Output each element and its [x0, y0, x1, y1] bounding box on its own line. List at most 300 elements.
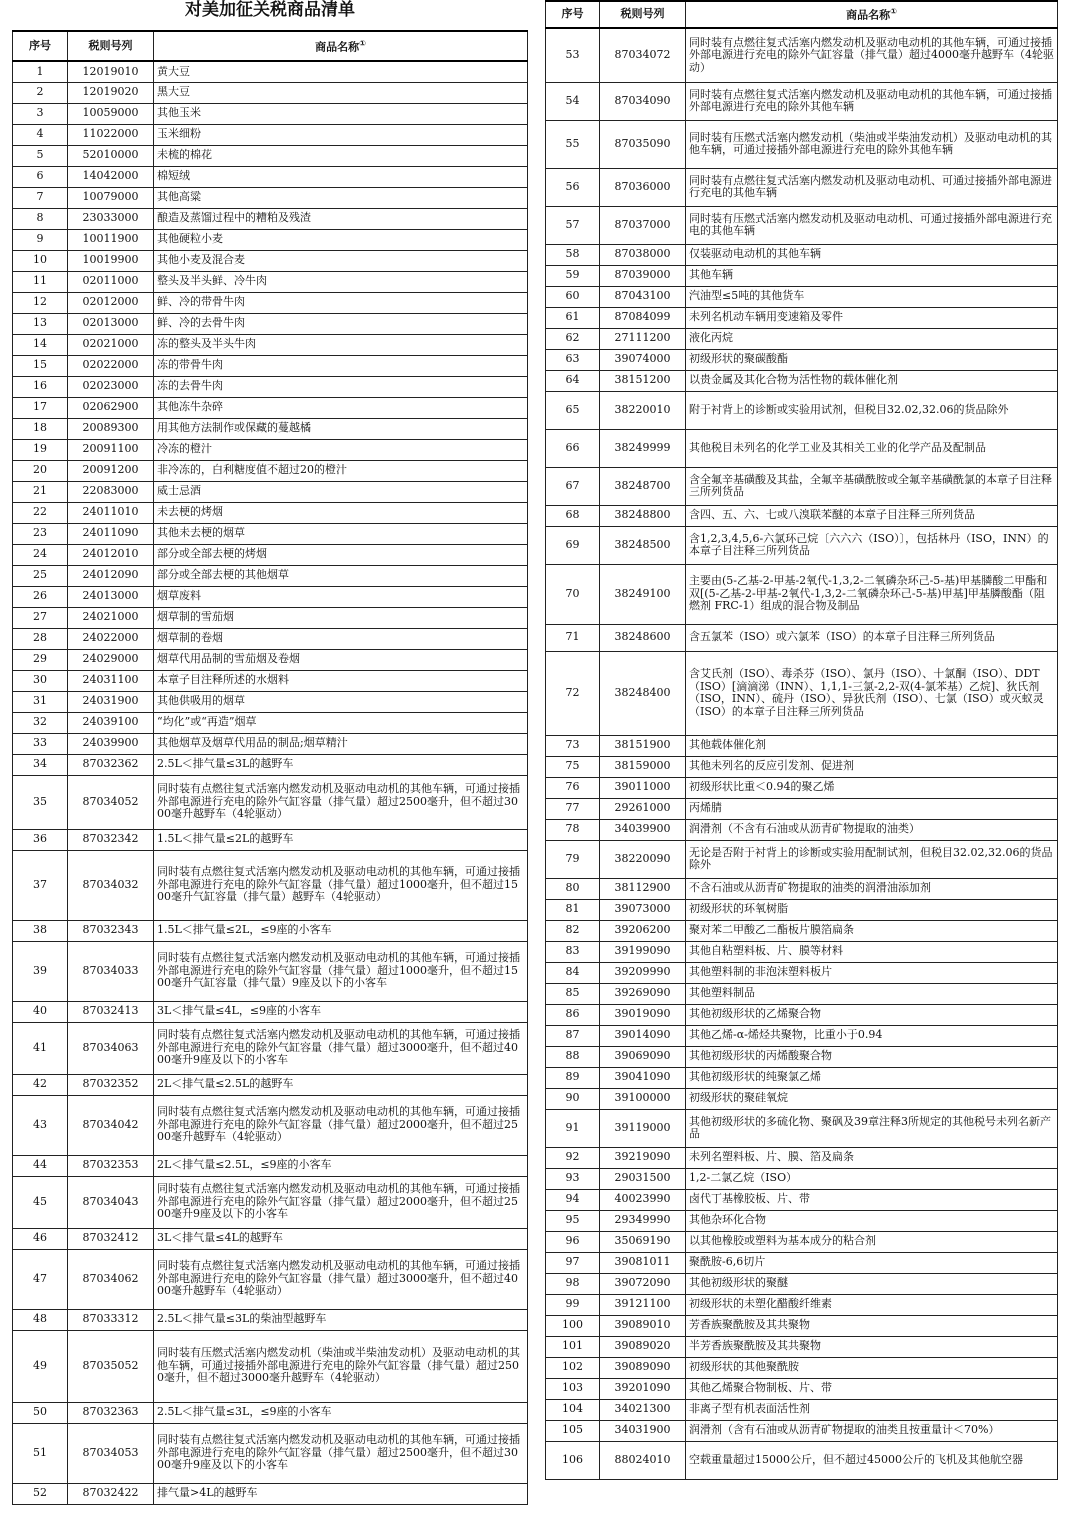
table-row — [546, 28, 1058, 82]
row-seq: 38 — [13, 920, 68, 941]
row-name: 2.5L＜排气量≤3L，≤9座的小客车 — [154, 1402, 528, 1423]
row-name: 附于衬背上的诊断或实验用试剂，但税目32.02,32.06的货品除外 — [686, 391, 1058, 429]
table-row — [546, 1046, 1058, 1067]
row-seq: 7 — [13, 187, 68, 208]
footnote-marker: ① — [890, 7, 897, 17]
table-row — [546, 941, 1058, 962]
table-row — [546, 1109, 1058, 1147]
row-name: 聚酰胺-6,6切片 — [686, 1252, 1058, 1273]
table-row — [546, 526, 1058, 564]
row-seq: 86 — [546, 1004, 600, 1025]
row-name: 棉短绒 — [154, 166, 528, 187]
row-seq: 27 — [13, 607, 68, 628]
row-name: 非冷冻的，白利糖度值不超过20的橙汁 — [154, 460, 528, 481]
row-seq: 91 — [546, 1109, 600, 1147]
row-name: 其他乙烯聚合物制板、片、带 — [686, 1378, 1058, 1399]
row-name: 空载重量超过15000公斤，但不超过45000公斤的飞机及其他航空器 — [686, 1441, 1058, 1479]
row-seq: 95 — [546, 1210, 600, 1231]
table-header-row — [546, 1, 1058, 28]
table-row — [546, 168, 1058, 206]
row-seq: 14 — [13, 334, 68, 355]
row-code: 87034062 — [68, 1249, 154, 1309]
row-name: 烟草制的卷烟 — [154, 628, 528, 649]
header-seq: 序号 — [546, 1, 600, 28]
row-code: 38248500 — [600, 526, 686, 564]
row-code: 38249100 — [600, 564, 686, 624]
row-seq: 66 — [546, 429, 600, 467]
table-row — [546, 1210, 1058, 1231]
table-row — [546, 1441, 1058, 1479]
row-name: 同时装有点燃往复式活塞内燃发动机及驱动电动机的其他车辆，可通过接插外部电源进行充电的除外气缸容量（排气量）超过3000毫升，但不超过4000毫升越野车（4轮驱动） — [154, 1249, 528, 1309]
row-name: 初级形状的聚硅氧烷 — [686, 1088, 1058, 1109]
row-seq: 71 — [546, 624, 600, 651]
row-code: 87039000 — [600, 265, 686, 286]
table-row — [546, 1294, 1058, 1315]
table-row — [13, 166, 528, 187]
row-code: 87034052 — [68, 775, 154, 829]
row-code: 87034043 — [68, 1176, 154, 1228]
row-name: 液化丙烷 — [686, 328, 1058, 349]
row-name: 黄大豆 — [154, 61, 528, 82]
row-name: 同时装有点燃往复式活塞内燃发动机及驱动电动机的其他车辆，可通过接插外部电源进行充电的除外气缸容量（排气量）超过2000毫升，但不超过2500毫升9座及以下的小客车 — [154, 1176, 528, 1228]
row-name: 2L＜排气量≤2.5L，≤9座的小客车 — [154, 1155, 528, 1176]
row-name: 半芳香族聚酰胺及其共聚物 — [686, 1336, 1058, 1357]
row-name: 其他供吸用的烟草 — [154, 691, 528, 712]
table-row — [13, 292, 528, 313]
row-code: 87084099 — [600, 307, 686, 328]
row-name: 玉米细粉 — [154, 124, 528, 145]
row-name: 初级形状比重＜0.94的聚乙烯 — [686, 777, 1058, 798]
table-row — [546, 429, 1058, 467]
table-row — [13, 829, 528, 850]
row-name: 1.5L＜排气量≤2L的越野车 — [154, 829, 528, 850]
row-name: 同时装有点燃往复式活塞内燃发动机及驱动电动机的其他车辆，可通过接插外部电源进行充电的除外气缸容量（排气量）超过1000毫升，但不超过1500毫升气缸容量（排气量）9座及以下的小客车 — [154, 941, 528, 1001]
row-code: 87033312 — [68, 1309, 154, 1330]
row-seq: 96 — [546, 1231, 600, 1252]
row-code: 20091100 — [68, 439, 154, 460]
row-code: 24011090 — [68, 523, 154, 544]
table-row — [13, 439, 528, 460]
row-seq: 12 — [13, 292, 68, 313]
row-seq: 59 — [546, 265, 600, 286]
row-code: 39209990 — [600, 962, 686, 983]
row-seq: 102 — [546, 1357, 600, 1378]
row-seq: 80 — [546, 878, 600, 899]
table-row — [13, 544, 528, 565]
row-name: “均化”或“再造”烟草 — [154, 712, 528, 733]
row-code: 39069090 — [600, 1046, 686, 1067]
row-seq: 63 — [546, 349, 600, 370]
table-row — [13, 1249, 528, 1309]
row-seq: 56 — [546, 168, 600, 206]
row-name: 2.5L＜排气量≤3L的越野车 — [154, 754, 528, 775]
row-code: 02021000 — [68, 334, 154, 355]
row-name: 其他初级形状的多硫化物、聚砜及39章注释3所规定的其他税号未列名新产品 — [686, 1109, 1058, 1147]
row-seq: 17 — [13, 397, 68, 418]
row-name: 其他税目未列名的化学工业及其相关工业的化学产品及配制品 — [686, 429, 1058, 467]
row-seq: 94 — [546, 1189, 600, 1210]
table-row — [546, 1336, 1058, 1357]
row-code: 20089300 — [68, 418, 154, 439]
row-code: 34031900 — [600, 1420, 686, 1441]
row-name: 以贵金属及其化合物为活性物的载体催化剂 — [686, 370, 1058, 391]
row-code: 39100000 — [600, 1088, 686, 1109]
row-code: 34021300 — [600, 1399, 686, 1420]
table-row — [13, 775, 528, 829]
row-seq: 31 — [13, 691, 68, 712]
table-row — [546, 1399, 1058, 1420]
row-seq: 93 — [546, 1168, 600, 1189]
row-name: 以其他橡胶或塑料为基本成分的粘合剂 — [686, 1231, 1058, 1252]
table-row — [13, 61, 528, 82]
row-seq: 41 — [13, 1022, 68, 1074]
row-seq: 58 — [546, 244, 600, 265]
row-name: 汽油型≤5吨的其他货车 — [686, 286, 1058, 307]
row-name: 其他载体催化剂 — [686, 735, 1058, 756]
row-seq: 76 — [546, 777, 600, 798]
row-name: 同时装有点燃往复式活塞内燃发动机及驱动电动机的其他车辆，可通过接插外部电源进行充电的除外气缸容量（排气量）超过2000毫升，但不超过2500毫升越野车（4轮驱动） — [154, 1095, 528, 1155]
table-row — [13, 691, 528, 712]
table-row — [13, 649, 528, 670]
tariff-table-left — [12, 30, 528, 1505]
row-name: 其他自粘塑料板、片、膜等材料 — [686, 941, 1058, 962]
row-code: 10059000 — [68, 103, 154, 124]
row-code: 39201090 — [600, 1378, 686, 1399]
row-code: 23033000 — [68, 208, 154, 229]
table-row — [13, 271, 528, 292]
row-name: 其他乙烯-α-烯烃共聚物，比重小于0.94 — [686, 1025, 1058, 1046]
row-code: 87035052 — [68, 1330, 154, 1402]
row-seq: 45 — [13, 1176, 68, 1228]
row-name: 2.5L＜排气量≤3L的柴油型越野车 — [154, 1309, 528, 1330]
row-code: 52010000 — [68, 145, 154, 166]
table-row — [13, 145, 528, 166]
table-row — [546, 467, 1058, 505]
row-name: 其他初级形状的纯聚氯乙烯 — [686, 1067, 1058, 1088]
row-seq: 81 — [546, 899, 600, 920]
table-row — [13, 460, 528, 481]
row-name: 2L＜排气量≤2.5L的越野车 — [154, 1074, 528, 1095]
row-seq: 16 — [13, 376, 68, 397]
row-name: 冻的带骨牛肉 — [154, 355, 528, 376]
row-seq: 70 — [546, 564, 600, 624]
row-seq: 35 — [13, 775, 68, 829]
row-code: 39206200 — [600, 920, 686, 941]
table-row — [13, 1074, 528, 1095]
row-seq: 29 — [13, 649, 68, 670]
row-seq: 23 — [13, 523, 68, 544]
row-code: 29031500 — [600, 1168, 686, 1189]
table-row — [546, 624, 1058, 651]
table-row — [546, 920, 1058, 941]
row-seq: 15 — [13, 355, 68, 376]
row-seq: 67 — [546, 467, 600, 505]
row-seq: 21 — [13, 481, 68, 502]
table-row — [546, 1025, 1058, 1046]
row-code: 24031900 — [68, 691, 154, 712]
header-code: 税则号列 — [68, 31, 154, 61]
row-seq: 20 — [13, 460, 68, 481]
table-row — [13, 1402, 528, 1423]
row-code: 02022000 — [68, 355, 154, 376]
row-code: 38248600 — [600, 624, 686, 651]
row-seq: 61 — [546, 307, 600, 328]
row-code: 87032342 — [68, 829, 154, 850]
row-seq: 78 — [546, 819, 600, 840]
row-name: 仅装驱动电动机的其他车辆 — [686, 244, 1058, 265]
row-name: 冻的整头及半头牛肉 — [154, 334, 528, 355]
row-code: 24012010 — [68, 544, 154, 565]
table-row — [13, 376, 528, 397]
table-row — [546, 349, 1058, 370]
row-code: 87038000 — [600, 244, 686, 265]
table-row — [13, 103, 528, 124]
table-row — [546, 505, 1058, 526]
row-seq: 104 — [546, 1399, 600, 1420]
row-seq: 36 — [13, 829, 68, 850]
row-code: 38248700 — [600, 467, 686, 505]
row-name: 芳香族聚酰胺及其共聚物 — [686, 1315, 1058, 1336]
row-code: 39072090 — [600, 1273, 686, 1294]
row-code: 87036000 — [600, 168, 686, 206]
row-code: 87032353 — [68, 1155, 154, 1176]
row-seq: 72 — [546, 651, 600, 735]
row-name: 含1,2,3,4,5,6-六氯环己烷〔六六六（ISO）〕，包括林丹（ISO，INN）的本章子目注释三所列货品 — [686, 526, 1058, 564]
row-code: 87034042 — [68, 1095, 154, 1155]
row-name: 其他未去梗的烟草 — [154, 523, 528, 544]
row-seq: 49 — [13, 1330, 68, 1402]
row-code: 87034063 — [68, 1022, 154, 1074]
table-row — [13, 941, 528, 1001]
table-row — [13, 1228, 528, 1249]
row-code: 87032412 — [68, 1228, 154, 1249]
table-row — [13, 1330, 528, 1402]
table-row — [13, 1483, 528, 1504]
table-row — [13, 208, 528, 229]
row-code: 88024010 — [600, 1441, 686, 1479]
row-seq: 32 — [13, 712, 68, 733]
row-code: 87032352 — [68, 1074, 154, 1095]
table-row — [546, 1357, 1058, 1378]
row-code: 39074000 — [600, 349, 686, 370]
row-code: 39269090 — [600, 983, 686, 1004]
table-row — [13, 628, 528, 649]
row-seq: 73 — [546, 735, 600, 756]
table-row — [546, 265, 1058, 286]
row-code: 24039100 — [68, 712, 154, 733]
row-seq: 4 — [13, 124, 68, 145]
row-name: 卤代丁基橡胶板、片、带 — [686, 1189, 1058, 1210]
row-name: 含五氯苯（ISO）或六氯苯（ISO）的本章子目注释三所列货品 — [686, 624, 1058, 651]
row-code: 24029000 — [68, 649, 154, 670]
row-name: 含全氟辛基磺酸及其盐，全氟辛基磺酰胺或全氟辛基磺酰氯的本章子目注释三所列货品 — [686, 467, 1058, 505]
row-seq: 40 — [13, 1001, 68, 1022]
footnote-marker: ① — [359, 38, 366, 48]
row-code: 35069190 — [600, 1231, 686, 1252]
row-name: 鲜、冷的去骨牛肉 — [154, 313, 528, 334]
row-seq: 75 — [546, 756, 600, 777]
header-name — [686, 1, 1058, 28]
row-name: 其他初级形状的丙烯酸聚合物 — [686, 1046, 1058, 1067]
table-row — [13, 355, 528, 376]
table-row — [13, 229, 528, 250]
tariff-table-right — [545, 0, 1058, 1480]
row-name: 同时装有点燃往复式活塞内燃发动机及驱动电动机的其他车辆，可通过接插外部电源进行充电的除外气缸容量（排气量）超过1000毫升，但不超过1500毫升气缸容量（排气量）越野车（4轮驱动） — [154, 850, 528, 920]
table-row — [13, 712, 528, 733]
table-row — [546, 244, 1058, 265]
row-name: 其他未列名的反应引发剂、促进剂 — [686, 756, 1058, 777]
row-code: 39089020 — [600, 1336, 686, 1357]
table-row — [13, 1022, 528, 1074]
row-code: 02023000 — [68, 376, 154, 397]
row-code: 27111200 — [600, 328, 686, 349]
row-seq: 10 — [13, 250, 68, 271]
row-code: 24031100 — [68, 670, 154, 691]
row-name: 其他杂环化合物 — [686, 1210, 1058, 1231]
row-seq: 55 — [546, 120, 600, 168]
row-seq: 11 — [13, 271, 68, 292]
table-row — [546, 286, 1058, 307]
table-row — [546, 564, 1058, 624]
row-name: 3L＜排气量≤4L的越野车 — [154, 1228, 528, 1249]
row-code: 39019090 — [600, 1004, 686, 1025]
row-seq: 26 — [13, 586, 68, 607]
row-code: 39089090 — [600, 1357, 686, 1378]
row-name: 初级形状的聚碳酸酯 — [686, 349, 1058, 370]
row-code: 39089010 — [600, 1315, 686, 1336]
row-name: 其他小麦及混合麦 — [154, 250, 528, 271]
row-name: 同时装有点燃往复式活塞内燃发动机及驱动电动机的其他车辆，可通过接插外部电源进行充电的除外气缸容量（排气量）超过2500毫升，但不超过3000毫升9座及以下的小客车 — [154, 1423, 528, 1483]
table-row — [546, 206, 1058, 244]
row-name: 同时装有点燃往复式活塞内燃发动机及驱动电动机的其他车辆，可通过接插外部电源进行充电的除外其他车辆 — [686, 82, 1058, 120]
row-seq: 83 — [546, 941, 600, 962]
header-name-label: 商品名称 — [846, 9, 891, 23]
row-code: 87037000 — [600, 206, 686, 244]
row-seq: 34 — [13, 754, 68, 775]
row-name: 其他塑料制的非泡沫塑料板片 — [686, 962, 1058, 983]
row-seq: 19 — [13, 439, 68, 460]
row-seq: 22 — [13, 502, 68, 523]
row-seq: 2 — [13, 82, 68, 103]
row-name: 其他初级形状的乙烯聚合物 — [686, 1004, 1058, 1025]
row-name: 初级形状的其他聚酰胺 — [686, 1357, 1058, 1378]
row-seq: 24 — [13, 544, 68, 565]
page-title: 对美加征关税商品清单 — [185, 0, 355, 20]
row-seq: 79 — [546, 840, 600, 878]
table-row — [13, 523, 528, 544]
row-code: 24039900 — [68, 733, 154, 754]
row-code: 87034033 — [68, 941, 154, 1001]
row-seq: 89 — [546, 1067, 600, 1088]
row-seq: 48 — [13, 1309, 68, 1330]
row-seq: 77 — [546, 798, 600, 819]
row-code: 87032363 — [68, 1402, 154, 1423]
row-seq: 50 — [13, 1402, 68, 1423]
row-name: 含艾氏剂（ISO）、毒杀芬（ISO）、氯丹（ISO）、十氯酮（ISO）、DDT（ISO）[滴滴涕（INN）、1,1,1-三氯-2,2-双(4-氯苯基）乙烷]、狄氏剂（ISO，INN）、硫丹（ISO）、异狄氏剂（ISO）、七氯（ISO）或灭蚁灵（ISO）的本章子目注释三所列货品 — [686, 651, 1058, 735]
row-seq: 57 — [546, 206, 600, 244]
table-row — [546, 840, 1058, 878]
row-code: 02012000 — [68, 292, 154, 313]
row-code: 87032343 — [68, 920, 154, 941]
table-row — [546, 120, 1058, 168]
table-row — [546, 1315, 1058, 1336]
table-row — [546, 735, 1058, 756]
row-code: 87034053 — [68, 1423, 154, 1483]
table-row — [13, 1095, 528, 1155]
row-name: 黑大豆 — [154, 82, 528, 103]
row-name: 冷冻的橙汁 — [154, 439, 528, 460]
row-name: 其他烟草及烟草代用品的制品;烟草精汁 — [154, 733, 528, 754]
row-name: 主要由(5-乙基-2-甲基-2氧代-1,3,2-二氧磷杂环己-5-基)甲基膦酸二甲酯和双[(5-乙基-2-甲基-2氧代-1,3,2-二氧磷杂环己-5-基)甲基]甲基膦酸酯（阻燃剂 FRC-1）组成的混合物及制品 — [686, 564, 1058, 624]
row-name: 其他高粱 — [154, 187, 528, 208]
row-name: 同时装有压燃式活塞内燃发动机（柴油或半柴油发动机）及驱动电动机的其他车辆，可通过接插外部电源进行充电的除外其他车辆 — [686, 120, 1058, 168]
header-name-label: 商品名称 — [315, 40, 360, 54]
row-code: 87032422 — [68, 1483, 154, 1504]
table-row — [546, 391, 1058, 429]
row-name: 整头及半头鲜、冷牛肉 — [154, 271, 528, 292]
row-name: 润滑剂（不含有石油或从沥青矿物提取的油类） — [686, 819, 1058, 840]
row-code: 38220090 — [600, 840, 686, 878]
table-row — [546, 1067, 1058, 1088]
row-code: 12019010 — [68, 61, 154, 82]
row-seq: 65 — [546, 391, 600, 429]
row-name: 烟草废料 — [154, 586, 528, 607]
header-code: 税则号列 — [600, 1, 686, 28]
table-row — [13, 850, 528, 920]
row-seq: 18 — [13, 418, 68, 439]
row-code: 39073000 — [600, 899, 686, 920]
row-name: 威士忌酒 — [154, 481, 528, 502]
row-code: 11022000 — [68, 124, 154, 145]
row-code: 38249999 — [600, 429, 686, 467]
row-seq: 69 — [546, 526, 600, 564]
table-row — [13, 313, 528, 334]
header-seq: 序号 — [13, 31, 68, 61]
table-row — [546, 1088, 1058, 1109]
row-code: 87032413 — [68, 1001, 154, 1022]
row-code: 02062900 — [68, 397, 154, 418]
row-seq: 8 — [13, 208, 68, 229]
row-code: 24013000 — [68, 586, 154, 607]
row-name: 润滑剂（含有石油或从沥青矿物提取的油类且按重量计＜70%） — [686, 1420, 1058, 1441]
row-seq: 25 — [13, 565, 68, 586]
row-seq: 47 — [13, 1249, 68, 1309]
row-name: 同时装有点燃往复式活塞内燃发动机及驱动电动机、可通过接插外部电源进行充电的其他车辆 — [686, 168, 1058, 206]
table-row — [13, 250, 528, 271]
table-row — [13, 481, 528, 502]
row-code: 29349990 — [600, 1210, 686, 1231]
row-code: 24021000 — [68, 607, 154, 628]
row-seq: 88 — [546, 1046, 600, 1067]
row-seq: 52 — [13, 1483, 68, 1504]
row-code: 38151900 — [600, 735, 686, 756]
row-name: 其他冻牛杂碎 — [154, 397, 528, 418]
row-seq: 100 — [546, 1315, 600, 1336]
row-seq: 43 — [13, 1095, 68, 1155]
row-name: 同时装有点燃往复式活塞内燃发动机及驱动电动机的其他车辆，可通过接插外部电源进行充电的除外气缸容量（排气量）超过3000毫升，但不超过4000毫升9座及以下的小客车 — [154, 1022, 528, 1074]
table-row — [546, 307, 1058, 328]
row-seq: 28 — [13, 628, 68, 649]
row-seq: 33 — [13, 733, 68, 754]
row-seq: 60 — [546, 286, 600, 307]
row-seq: 82 — [546, 920, 600, 941]
row-code: 10079000 — [68, 187, 154, 208]
row-code: 39199090 — [600, 941, 686, 962]
row-seq: 9 — [13, 229, 68, 250]
row-seq: 103 — [546, 1378, 600, 1399]
table-row — [13, 920, 528, 941]
table-row — [546, 1420, 1058, 1441]
